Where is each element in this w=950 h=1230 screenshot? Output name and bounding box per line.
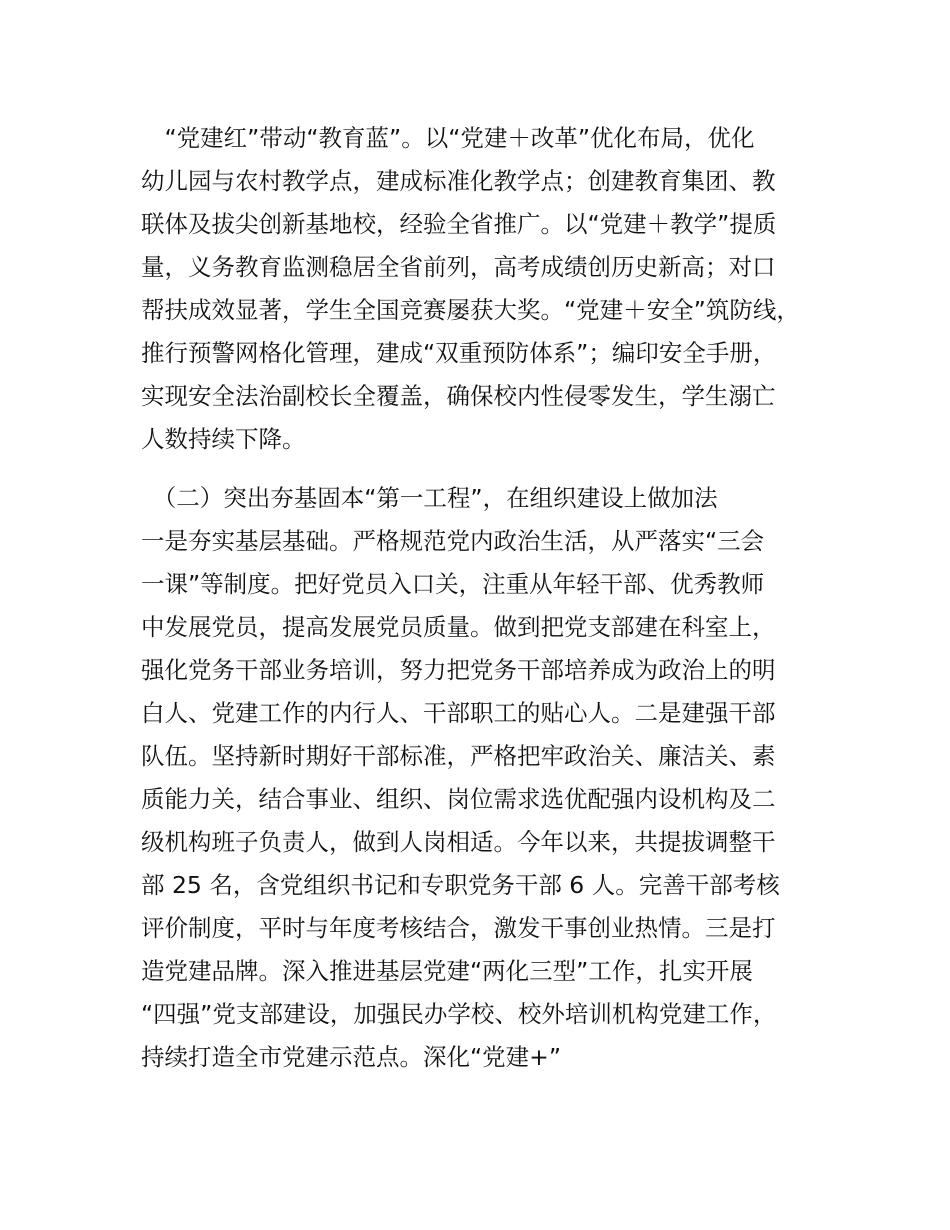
- paragraph-line: 造党建品牌。深入推进基层党建“两化三型”工作，扎实开展: [141, 957, 753, 985]
- paragraph-line: 人数持续下降。: [141, 425, 306, 453]
- section-heading: （二）突出夯基固本“第一工程”，在组织建设上做加法: [141, 484, 718, 512]
- paragraph-line: 幼儿园与农村教学点，建成标准化教学点；创建教育集团、教: [141, 167, 776, 195]
- paragraph-line: “四强”党支部建设，加强民办学校、校外培训机构党建工作，: [141, 1000, 777, 1028]
- paragraph-line: 推行预警网格化管理，建成“双重预防体系”；编印安全手册，: [141, 339, 777, 367]
- paragraph-line: 量，义务教育监测稳居全省前列，高考成绩创历史新高；对口: [141, 253, 776, 281]
- paragraph-line: 评价制度，平时与年度考核结合，激发干事创业热情。三是打: [141, 914, 776, 942]
- paragraph-line: 强化党务干部业务培训，努力把党务干部培养成为政治上的明: [141, 656, 776, 684]
- paragraph-line: 联体及拔尖创新基地校，经验全省推广。以“党建＋教学”提质: [141, 210, 777, 238]
- paragraph-party-building-education: [141, 117, 841, 461]
- paragraph-line: 队伍。坚持新时期好干部标准，严格把牢政治关、廉洁关、素: [141, 742, 776, 770]
- paragraph-line: 实现安全法治副校长全覆盖，确保校内性侵零发生，学生溺亡: [141, 382, 776, 410]
- paragraph-line: 质能力关，结合事业、组织、岗位需求选优配强内设机构及二: [141, 785, 776, 813]
- paragraph-line: 级机构班子负责人，做到人岗相适。今年以来，共提拔调整干: [141, 828, 776, 856]
- paragraph-line: 一课”等制度。把好党员入口关，注重从年轻干部、优秀教师: [141, 570, 765, 598]
- paragraph-line: 一是夯实基层基础。严格规范党内政治生活，从严落实“三会: [141, 527, 765, 555]
- paragraph-line: 帮扶成效显著，学生全国竞赛屡获大奖。“党建＋安全”筑防线，: [141, 296, 800, 324]
- paragraph-line: 中发展党员，提高发展党员质量。做到把党支部建在科室上，: [141, 613, 776, 641]
- paragraph-line: 持续打造全市党建示范点。深化“党建+”: [141, 1043, 562, 1071]
- paragraph-line: “党建红”带动“教育蓝”。以“党建＋改革”优化布局，优化: [141, 124, 755, 152]
- paragraph-organization-building: [141, 477, 841, 1079]
- paragraph-line: 部 25 名，含党组织书记和专职党务干部 6 人。完善干部考核: [141, 871, 780, 899]
- paragraph-line: 白人、党建工作的内行人、干部职工的贴心人。二是建强干部: [141, 699, 776, 727]
